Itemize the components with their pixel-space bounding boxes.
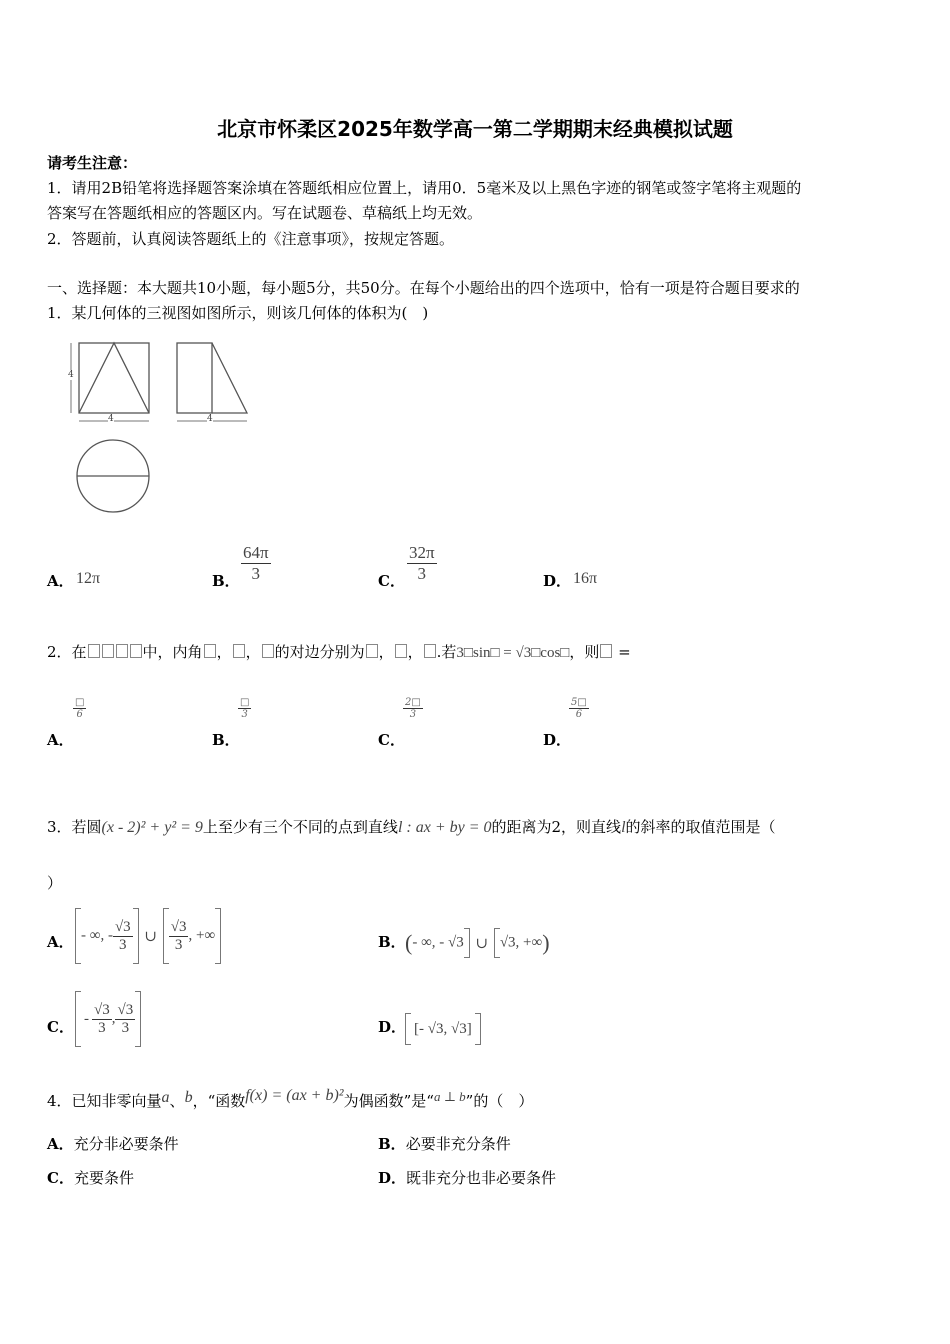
q2-option-c-fraction: $\frac{2□}{3}$ bbox=[405, 697, 421, 720]
q1-option-d-letter: D． bbox=[543, 572, 572, 590]
q3-line-equation: l : ax + by = 0 bbox=[397, 819, 492, 836]
q1-option-b-fraction: $\frac{64\pi}{3}$ bbox=[243, 543, 269, 583]
question-4-stem: 4．已知非零向量a、b，“函数f(x) = (ax + b)²为偶函数”是“a ⊥ b”的（ ） bbox=[47, 1087, 534, 1110]
q3-option-a-letter: A． bbox=[47, 933, 74, 951]
q1-option-b-letter: B． bbox=[212, 572, 240, 590]
q3-option-c-value: - $\frac{√3}{3}$ , $\frac{√3}{3}$ bbox=[75, 991, 141, 1047]
notice-line-1: 1．请用2B铅笔将选择题答案涂填在答题纸相应位置上，请用0．5毫米及以上黑色字迹的钢笔或签字笔将主观题的 bbox=[47, 179, 802, 197]
q1-option-c-letter: C． bbox=[378, 572, 405, 590]
front-width-label: 4 bbox=[108, 414, 114, 424]
q3-option-b-value: (- ∞, - √3 ∪ √3, +∞) bbox=[405, 928, 550, 958]
q4-option-c: C．充要条件 bbox=[47, 1169, 134, 1187]
q4-option-a: A．充分非必要条件 bbox=[47, 1135, 179, 1153]
question-3-stem-end: ） bbox=[47, 874, 63, 892]
q4-option-b: B．必要非充分条件 bbox=[378, 1135, 511, 1153]
q3-option-a-value: - ∞, - $\frac{√3}{3}$ ∪ $\frac{√3}{3}$ , +∞ bbox=[75, 908, 221, 964]
q1-option-a-value: 12π bbox=[76, 570, 101, 587]
q3-option-d-letter: D． bbox=[378, 1018, 407, 1036]
side-width-label: 4 bbox=[207, 414, 213, 424]
q2-option-a-fraction: □ 6 bbox=[75, 697, 85, 720]
q2-option-d-fraction: $\frac{5□}{6}$ bbox=[571, 697, 587, 720]
q4-function: f(x) = (ax + b)² bbox=[245, 1087, 344, 1104]
q2-option-d-letter: D． bbox=[543, 731, 572, 749]
question-2-stem: 2．在 中，内角 ， ， 的对边分别为 ， ， .若3□sin□ = √3□cos□，则 = bbox=[47, 643, 631, 661]
q3-option-b-letter: B． bbox=[378, 933, 406, 951]
three-view-figure bbox=[55, 335, 265, 520]
q4-option-d: D．既非充分也非必要条件 bbox=[378, 1169, 557, 1187]
q3-circle-equation: (x - 2)² + y² = 9 bbox=[101, 819, 203, 836]
front-view-square bbox=[79, 343, 149, 413]
page-title: 北京市怀柔区2025年数学高一第二学期期末经典模拟试题 bbox=[217, 117, 733, 141]
section-heading: 一、选择题：本大题共10小题，每小题5分，共50分。在每个小题给出的四个选项中，恰有一项是符合题目要求的 bbox=[47, 279, 800, 297]
front-height-label: 4 bbox=[68, 370, 74, 380]
q1-option-d-value: 16π bbox=[573, 570, 598, 587]
q1-option-a-letter: A． bbox=[47, 572, 74, 590]
q1-option-c-fraction: $\frac{32\pi}{3}$ bbox=[409, 543, 435, 583]
q3-option-c-letter: C． bbox=[47, 1018, 74, 1036]
q2-option-b-letter: B． bbox=[212, 731, 240, 749]
question-3-stem: 3．若圆(x - 2)² + y² = 9上至少有三个不同的点到直线l : ax + by = 0的距离为2，则直线l的斜率的取值范围是（ bbox=[47, 818, 776, 836]
notice-line-1b: 答案写在答题纸相应的答题区内。写在试题卷、草稿纸上均无效。 bbox=[47, 204, 483, 222]
q3-option-d-value: [- √3, √3] bbox=[405, 1013, 481, 1045]
q2-option-a-letter: A． bbox=[47, 731, 74, 749]
notice-heading: 请考生注意： bbox=[47, 154, 138, 172]
side-view-rect bbox=[177, 343, 212, 413]
q2-option-b-fraction: □ 3 bbox=[240, 697, 250, 720]
q2-option-c-letter: C． bbox=[378, 731, 405, 749]
front-view-triangle bbox=[79, 343, 149, 413]
notice-line-2: 2．答题前，认真阅读答题纸上的《注意事项》，按规定答题。 bbox=[47, 230, 455, 248]
side-view-triangle bbox=[212, 343, 247, 413]
question-1-stem: 1．某几何体的三视图如图所示，则该几何体的体积为( ) bbox=[47, 304, 429, 322]
q2-formula: 3□sin□ = √3□cos□ bbox=[456, 645, 570, 661]
